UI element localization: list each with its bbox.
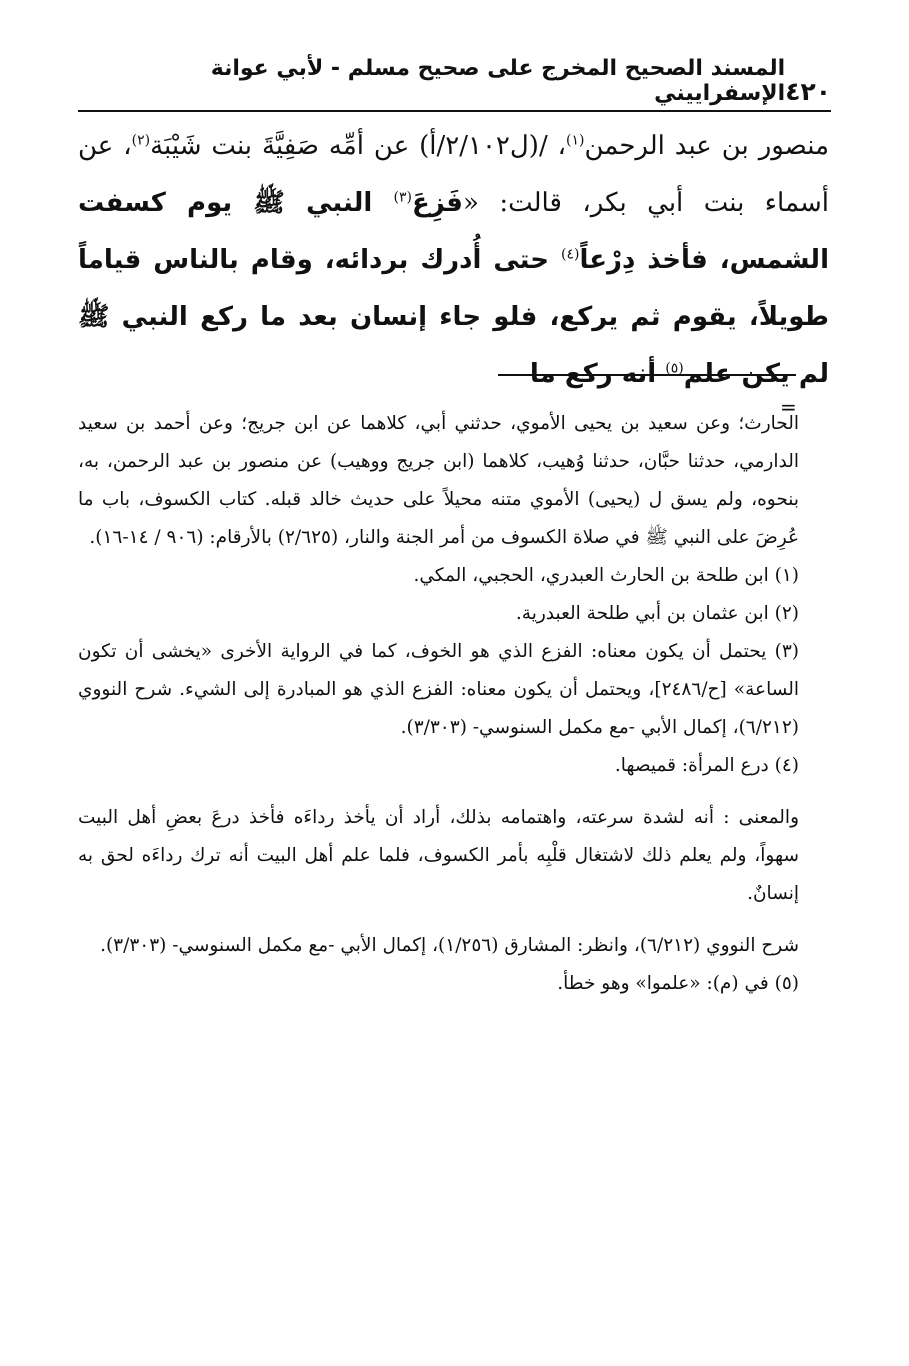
footnote-ref-2: (٢) — [131, 132, 151, 149]
footnote-5: (٥) في (م): «علموا» وهو خطأ. — [557, 973, 799, 994]
page-number: ٤٢٠ — [785, 77, 831, 106]
main-text-segment: منصور بن عبد الرحمن — [584, 131, 830, 161]
footnote-2: (٢) ابن عثمان بن أبي طلحة العبدرية. — [515, 603, 799, 624]
footnote-4-source: شرح النووي (٦/٢١٢)، وانظر: المشارق (١/٢٥٦)، إكمال الأبي -مع مكمل السنوسي- (٣/٣٠٣). — [100, 935, 799, 956]
running-header — [78, 56, 831, 112]
footnote-separator — [498, 374, 796, 376]
footnote-4: (٤) درع المرأة: قميصها. — [614, 755, 799, 776]
continuation-mark: = — [780, 395, 797, 419]
hadith-text: النبي ﷺ يوم كسفت الشمس، فأخذ دِرْعاً — [78, 188, 829, 275]
footnote-1: (١) ابن طلحة بن الحارث العبدري، الحجبي، المكي. — [413, 565, 799, 586]
main-text-segment: ، /(ل٢/١٠٢/أ) عن أمِّه صَفِيَّةَ بنت شَيْبَة — [150, 131, 567, 161]
footnotes — [78, 405, 799, 1003]
footnote-continuation: الحارث؛ وعن سعيد بن يحيى الأموي، حدثني أبي، كلاهما عن ابن جريج؛ وعن أحمد بن سعيد الدارمي، حدثنا حبَّان، حدثنا وُهيب، كلاهما (ابن جريج ووهيب) عن منصور بن عبد الرحمن، به، بنحوه، ولم يسق ل (يحيى) الأموي متنه محيلاً على حديث خالد قبله. كتاب الكسوف، باب ما عُرِضَ على النبي ﷺ في صلاة الكسوف من أمر الجنة والنار، (٢/٦٢٥) بالأرقام: (٩٠٦ / ١٤-١٦). — [78, 413, 799, 548]
hadith-paragraph — [78, 118, 829, 403]
footnote-ref-3: (٣) — [393, 189, 412, 206]
footnote-ref-5: (٥) — [665, 360, 684, 377]
footnote-4-meaning: والمعنى : أنه لشدة سرعته، واهتمامه بذلك، أراد أن يأخذ رداءَه فأخذ درعَ بعضِ أهل البيت سهواً، ولم يعلم ذلك لاشتغال قلْبِه بأمر الكسوف، فلما علم أهل البيت أنه ترك رداءَه لحق به إنسانٌ. — [78, 807, 799, 904]
main-text — [78, 118, 829, 403]
footnote-ref-4: (٤) — [560, 246, 580, 263]
running-title: المسند الصحيح المخرج على صحيح مسلم - لأبي عوانة الإسفراييني — [210, 56, 786, 106]
footnote-ref-1: (١) — [566, 132, 585, 149]
footnote-3: (٣) يحتمل أن يكون معناه: الفزع الذي هو الخوف، كما في الرواية الأخرى «يخشى أن تكون الساعة» [ح/٢٤٨٦]، ويحتمل أن يكون معناه: الفزع الذي هو المبادرة إلى الشيء. شرح النووي (٦/٢١٢)، إكمال الأبي -مع مكمل السنوسي- (٣/٣٠٣). — [78, 641, 799, 738]
main-text-segment: ، عن أسماء بنت أبي بكر، قالت: « — [78, 131, 829, 218]
hadith-text: حتى أُدرك بردائه، وقام بالناس قياماً طويلاً، يقوم ثم يركع، فلو جاء إنسان بعد ما ركع النبي ﷺ لم يكن علم — [78, 245, 829, 389]
hadith-text: أنه ركع ما — [529, 359, 666, 389]
hadith-text: فَزِعَ — [412, 188, 463, 218]
